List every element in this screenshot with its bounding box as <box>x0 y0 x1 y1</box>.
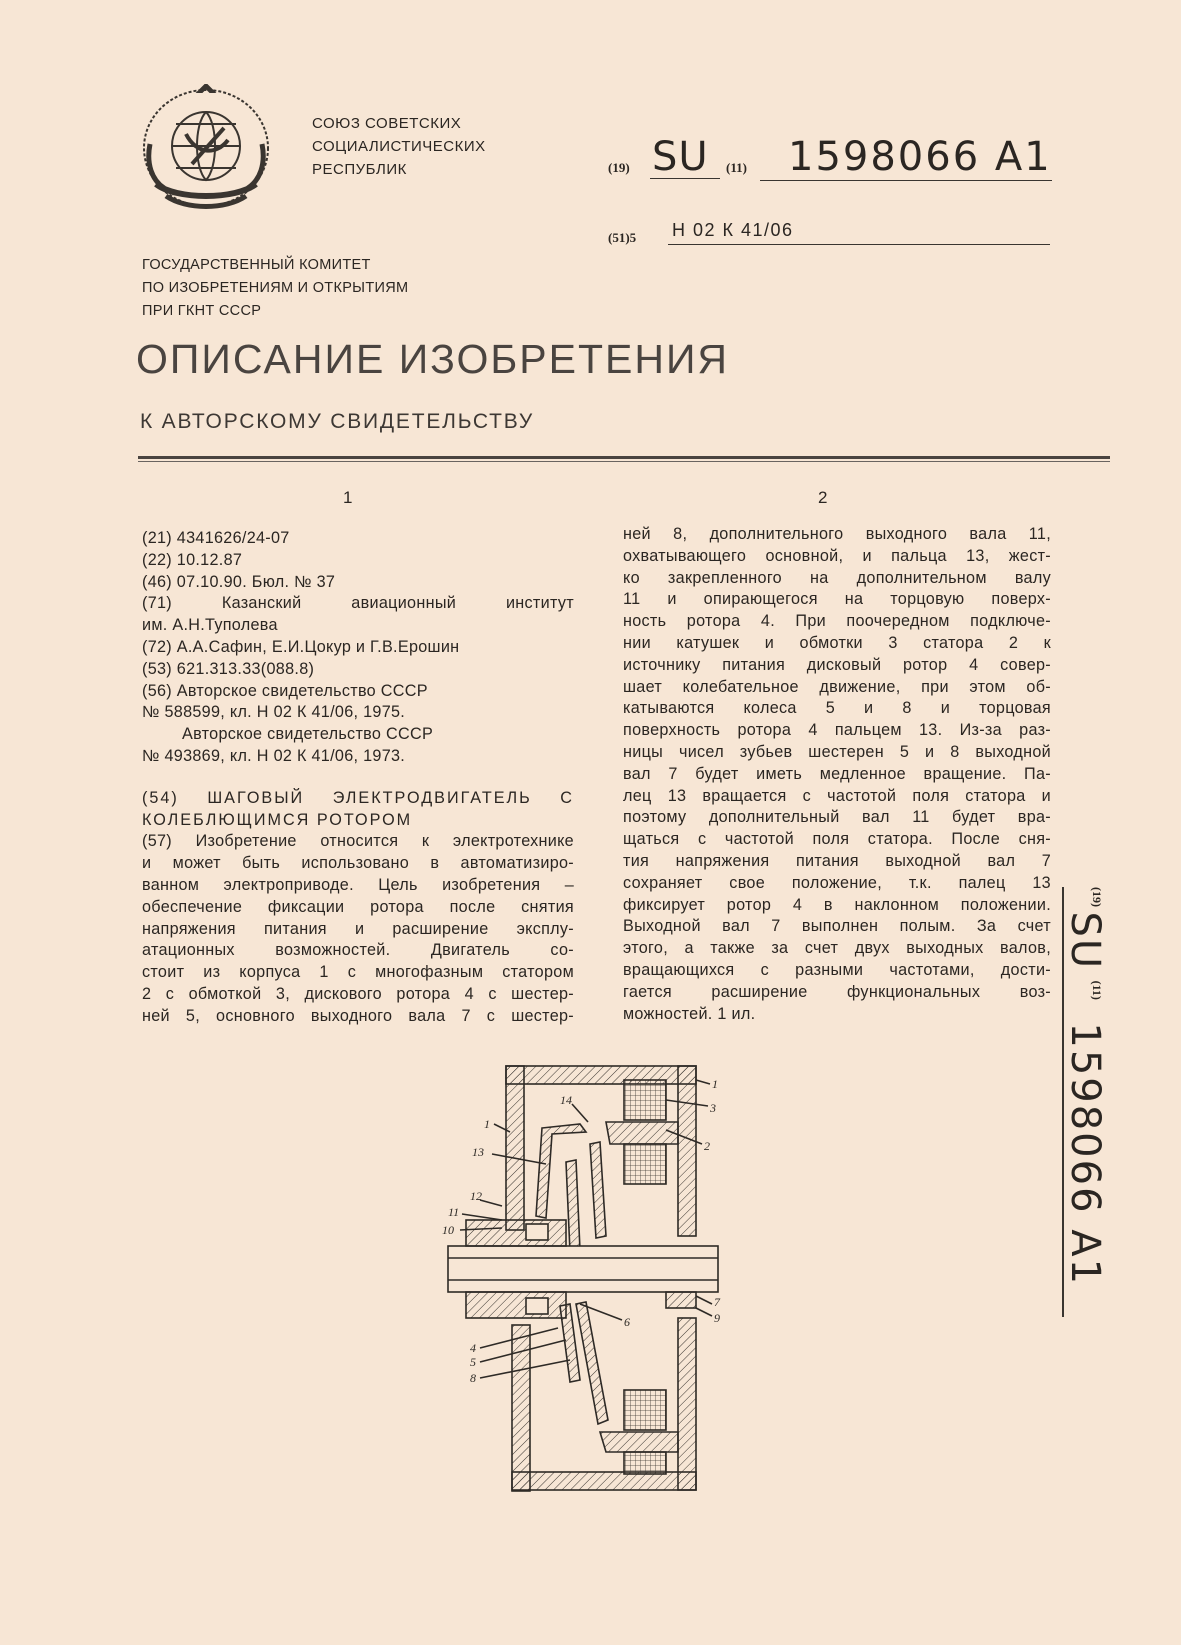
bearing-right <box>666 1292 696 1308</box>
abstract-line-4: обеспечение фиксации ротора после снятия <box>142 897 574 916</box>
abstract-line-2: и может быть использовано в автоматизиро- <box>142 854 574 873</box>
spacer <box>142 768 574 788</box>
text-line-14: поэтому дополнительный вал 11 будет вра- <box>623 808 1051 827</box>
housing-left-upper <box>506 1066 524 1230</box>
ipc-underline <box>668 244 1050 245</box>
text-line-1: ней 8, дополнительного выходного вала 11, <box>623 525 1051 543</box>
inid-code-51: (51)5 <box>608 230 637 245</box>
label-5: 5 <box>470 1355 476 1369</box>
text-line-7: источнику питания дисковый ротор 4 совер- <box>623 655 1051 674</box>
label-14: 14 <box>560 1093 572 1107</box>
country-code: SU <box>652 134 709 180</box>
label-6: 6 <box>624 1315 630 1329</box>
union-line-3: РЕСПУБЛИК <box>312 161 407 178</box>
label-2: 2 <box>704 1139 710 1153</box>
abstract-line-1: (57) Изобретение относится к электротехнике <box>142 832 574 851</box>
side-inid-11: (11) <box>1090 980 1104 1000</box>
text-line-9: катываются колеса 5 и 8 и торцовая <box>623 699 1051 718</box>
biblio-46: (46) 07.10.90. Бюл. № 37 <box>142 572 336 591</box>
biblio-56: (56) Авторское свидетельство СССР <box>142 681 428 700</box>
biblio-53: (53) 621.313.33(088.8) <box>142 659 315 678</box>
column-number-1: 1 <box>343 488 353 507</box>
rotor-disk-upper <box>566 1160 580 1252</box>
text-line-16: тия напряжения питания выходной вал 7 <box>623 851 1051 870</box>
text-line-8: шает колебательное движение, при этом об- <box>623 677 1051 696</box>
publication-number-row <box>608 130 1052 186</box>
label-4: 4 <box>470 1341 476 1355</box>
ussr-emblem-icon <box>136 84 276 222</box>
side-patent-stamp <box>1062 887 1108 1317</box>
abstract-line-9: ней 5, основного выходного вала 7 с шестер- <box>142 1006 574 1025</box>
text-line-5: ность ротора 4. При поочередном подключе- <box>623 612 1051 631</box>
aux-shaft-upper <box>466 1220 566 1246</box>
label-1-right: 1 <box>712 1077 718 1091</box>
union-line-2: СОЦИАЛИСТИЧЕСКИХ <box>312 138 486 155</box>
biblio-22: (22) 10.12.87 <box>142 550 243 569</box>
biblio-56-ref2-head: Авторское свидетельство СССР <box>182 725 434 744</box>
side-patent-number: 1598066 A1 <box>1062 1022 1108 1287</box>
housing-bottom <box>512 1472 696 1490</box>
column-number-2: 2 <box>818 488 828 507</box>
text-line-12: вал 7 будет иметь медленное вращение. Па- <box>623 764 1051 783</box>
committee-line-1: ГОСУДАРСТВЕННЫЙ КОМИТЕТ <box>142 257 371 273</box>
rotor-upper-right <box>590 1142 606 1238</box>
aux-shaft-lower <box>466 1292 566 1318</box>
stator-core-upper <box>606 1122 678 1144</box>
biblio-71-cont: им. А.Н.Туполева <box>142 616 278 635</box>
country-underline <box>650 178 720 179</box>
column-2 <box>623 524 1051 1025</box>
inid-code-11: (11) <box>726 160 747 175</box>
text-line-22: гается расширение функциональных воз- <box>623 982 1051 1001</box>
biblio-21: (21) 4341626/24-07 <box>142 529 290 547</box>
label-13: 13 <box>472 1145 484 1159</box>
document-subtitle: К АВТОРСКОМУ СВИДЕТЕЛЬСТВУ <box>140 410 535 433</box>
abstract-line-3: ванном электроприводе. Цель изобретения – <box>142 875 574 894</box>
union-line-1: СОЮЗ СОВЕТСКИХ <box>312 115 462 132</box>
column-1 <box>142 528 574 1028</box>
winding-upper-2 <box>624 1144 666 1184</box>
label-9: 9 <box>714 1311 720 1325</box>
rotor-disk-lower <box>576 1302 608 1424</box>
label-11: 11 <box>448 1205 460 1219</box>
text-line-19: Выходной вал 7 выполнен полым. За счет <box>623 917 1051 936</box>
biblio-56-ref2: № 493869, кл. Н 02 К 41/06, 1973. <box>142 746 406 765</box>
text-line-23: можностей. 1 ил. <box>623 1004 756 1023</box>
abstract-line-7: стоит из корпуса 1 с многофазным статором <box>142 963 574 982</box>
text-line-6: нии катушек и обмотки 3 статора 2 к <box>623 633 1051 652</box>
text-line-15: щаться с частотой поля статора. После сня- <box>623 830 1051 849</box>
abstract-line-6: атационных возможностей. Двигатель со- <box>142 941 574 960</box>
stator-core-lower <box>600 1432 678 1452</box>
label-8: 8 <box>470 1371 476 1385</box>
committee-line-3: ПРИ ГКНТ СССР <box>142 303 262 319</box>
patent-number-underline <box>760 180 1052 181</box>
shaft-outer <box>448 1246 718 1292</box>
label-10: 10 <box>442 1223 454 1237</box>
housing-right-upper <box>678 1066 696 1236</box>
winding-upper <box>624 1080 666 1120</box>
union-name <box>312 112 486 181</box>
invention-title-line-1: (54) ШАГОВЫЙ ЭЛЕКТРОДВИГАТЕЛЬ С <box>142 788 574 807</box>
bearing-upper <box>526 1224 548 1240</box>
winding-lower-2 <box>624 1452 666 1474</box>
abstract-line-5: напряжения питания и расширение эксплу- <box>142 919 574 938</box>
text-line-20: этого, а также за счет двух выходных валов, <box>623 939 1051 958</box>
text-line-21: вращающихся с разными частотами, дости- <box>623 960 1051 979</box>
text-line-13: лец 13 вращается с частотой поля статора и <box>623 786 1051 805</box>
housing-right-lower <box>678 1318 696 1490</box>
header-rule <box>138 456 1110 462</box>
committee-name <box>142 254 408 323</box>
text-line-10: поверхность ротора 4 пальцем 13. Из-за раз- <box>623 721 1051 740</box>
abstract-line-8: 2 с обмоткой 3, дискового ротора 4 с шестер- <box>142 984 574 1003</box>
ipc-row <box>608 218 1048 248</box>
motor-cross-section-figure <box>440 1060 740 1496</box>
text-line-4: 11 и опирающегося на торцовую поверх- <box>623 590 1051 609</box>
biblio-71: (71) Казанский авиационный институт <box>142 594 574 613</box>
side-inid-19: (19) <box>1090 887 1104 907</box>
label-3: 3 <box>710 1101 716 1115</box>
inid-code-19: (19) <box>608 160 630 175</box>
label-12: 12 <box>470 1189 482 1203</box>
text-line-3: ко закрепленного на дополнительном валу <box>623 568 1051 587</box>
housing-top <box>506 1066 696 1084</box>
ipc-classification: Н 02 К 41/06 <box>672 220 794 240</box>
text-line-17: сохраняет свое положение, т.к. палец 13 <box>623 873 1051 892</box>
text-line-2: охватывающего основной, и пальца 13, жест- <box>623 546 1051 565</box>
winding-lower <box>624 1390 666 1430</box>
side-country: SU <box>1062 911 1108 971</box>
text-line-18: фиксирует ротор 4 в наклонном положении. <box>623 895 1051 914</box>
invention-title-line-2: КОЛЕБЛЮЩИМСЯ РОТОРОМ <box>142 810 413 829</box>
patent-number: 1598066 A1 <box>788 134 1052 180</box>
text-line-11: ницы чисел зубьев шестерен 5 и 8 выходной <box>623 742 1051 761</box>
label-7: 7 <box>714 1295 720 1309</box>
side-stamp-underline <box>1062 887 1064 1317</box>
document-title: ОПИСАНИЕ ИЗОБРЕТЕНИЯ <box>136 336 730 382</box>
committee-line-2: ПО ИЗОБРЕТЕНИЯМ И ОТКРЫТИЯМ <box>142 280 409 296</box>
bearing-lower <box>526 1298 548 1314</box>
label-1-left: 1 <box>484 1117 490 1131</box>
biblio-56-ref1: № 588599, кл. Н 02 К 41/06, 1975. <box>142 703 406 722</box>
biblio-72: (72) А.А.Сафин, Е.И.Цокур и Г.В.Ерошин <box>142 637 460 656</box>
